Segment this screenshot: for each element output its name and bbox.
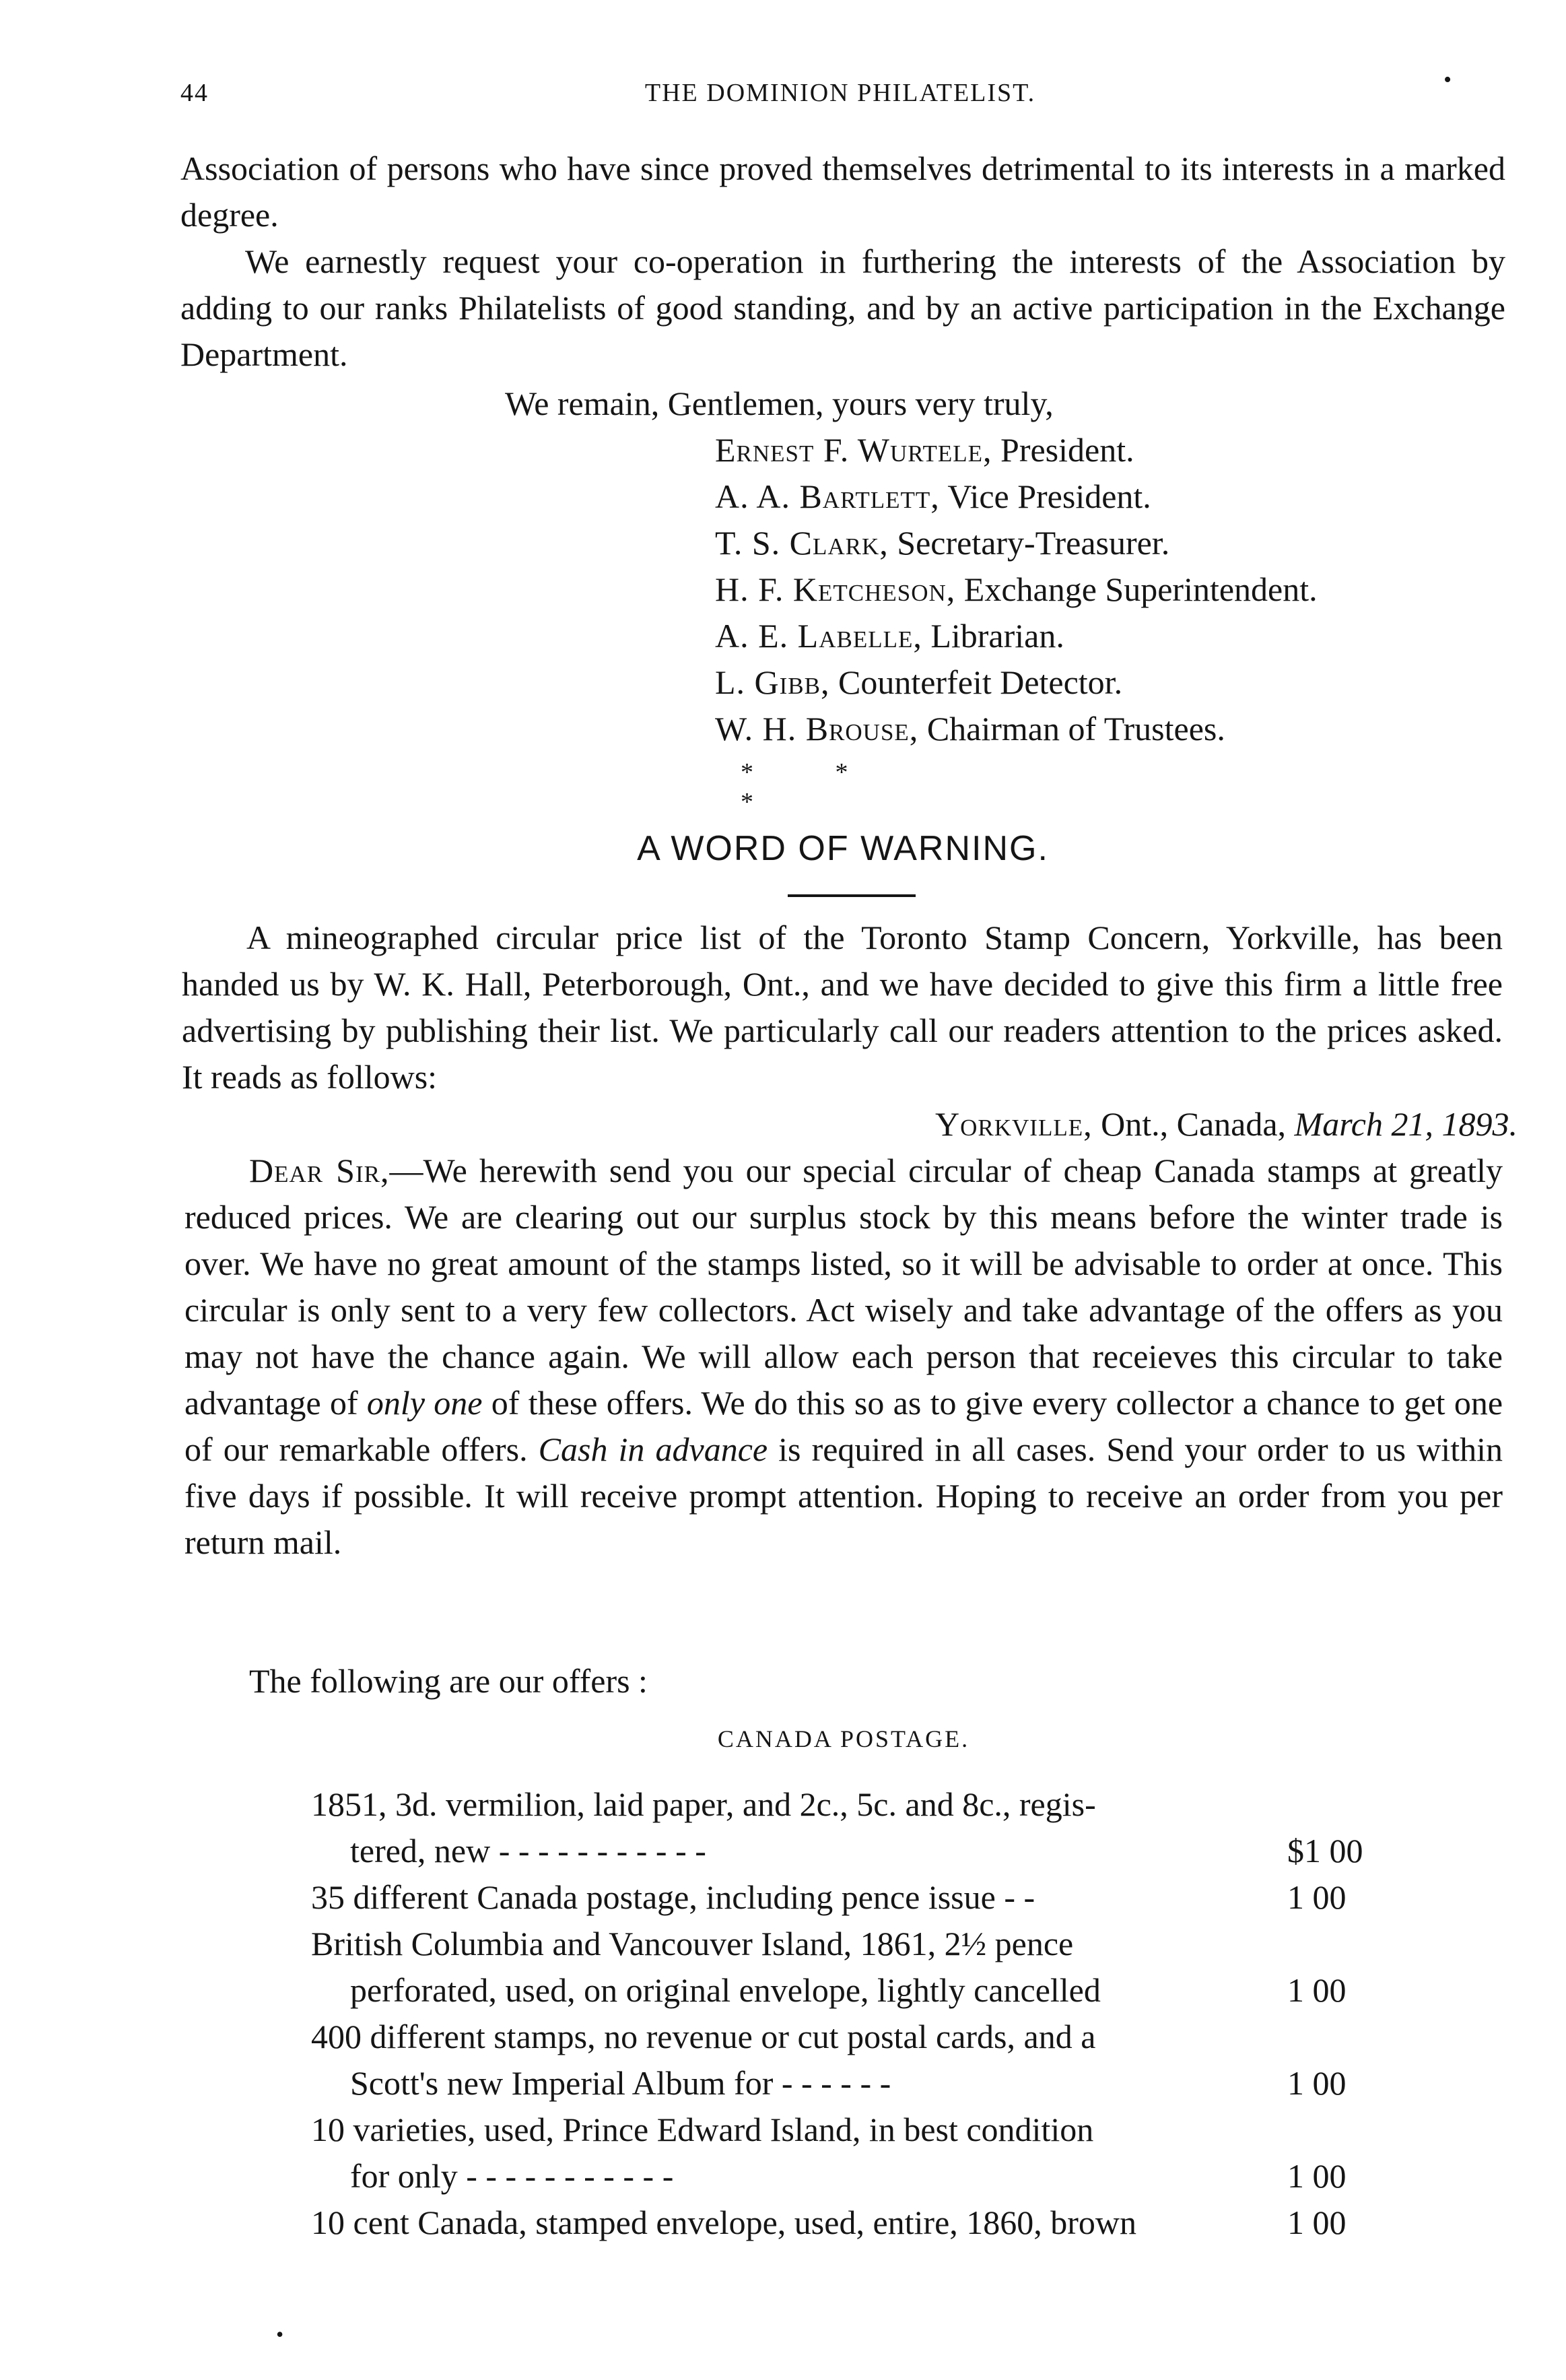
officer-role: Librarian. [930,617,1064,655]
offers-intro: The following are our offers : [249,1662,648,1700]
dateline-rest: Ont., Canada, [1092,1105,1295,1143]
offer-item [311,1874,1483,1921]
officer-role: Chairman of Trustees. [926,710,1225,748]
offer-description [311,2107,1274,2200]
title-rule [788,894,916,897]
officer-entry [715,706,1523,752]
letter-emphasis: only one [366,1384,483,1422]
offer-line: 1851, 3d. vermilion, laid paper, and 2c., 5c. and 8c., regis- [311,1785,1096,1823]
officer-entry [715,427,1523,473]
officer-entry [715,613,1523,659]
offer-line-continued: tered, new - - - - - - - - - - - [350,1832,706,1870]
journal-title: THE DOMINION PHILATELIST. [644,79,1036,107]
dateline [935,1101,1518,1148]
offer-price: 1 00 [1287,2157,1347,2195]
letter-body [184,1148,1503,1566]
letter-emphasis: Cash in advance [538,1430,768,1468]
officer-entry [715,566,1523,613]
letter-text: is required in all cases. Send your order to us within five days if possible. It will receive prompt attention. Hoping to receive an order from you per return mail. [184,1430,1503,1561]
officer-name: W. H. Brouse, [715,710,919,748]
section-separator: * * * [741,758,886,816]
officer-entry [715,473,1523,520]
offer-price: 1 00 [1287,1971,1347,2009]
officer-name: H. F. Ketcheson, [715,570,956,608]
offer-price: 1 00 [1287,2204,1347,2241]
offer-line-continued: perforated, used, on original envelope, lightly cancelled [350,1971,1101,2009]
officer-list [715,427,1523,752]
officer-role: Exchange Superintendent. [963,570,1318,608]
offer-line: British Columbia and Vancouver Island, 1861, 2½ pence [311,1925,1074,1962]
officer-role: President. [1000,431,1134,469]
running-head [180,67,1500,121]
offer-price: 1 00 [1287,1878,1347,1916]
letter-text: —We herewith send you our special circular of cheap Canada stamps at greatly reduced prices. We are clearing out our surplus stock by this means before the winter trade is over. We have no great amount of the stamps listed, so it will be advisable to order at once. This circular is only sent to a very few collectors. Act wisely and take advantage of the offers as you may not have the chance again. We will allow each person that receieves this circular to take advantage of [184,1152,1503,1422]
offer-line: 400 different stamps, no revenue or cut postal cards, and a [311,2018,1096,2055]
dateline-date: March 21, 1893. [1294,1105,1518,1143]
offer-item [311,2200,1483,2246]
officer-entry [715,520,1523,566]
offer-description [311,2014,1274,2107]
offer-item [311,1921,1483,2014]
officer-name: A. A. Bartlett, [715,477,940,515]
offer-line-continued: for only - - - - - - - - - - - [350,2157,674,2195]
officer-role: Vice President. [947,477,1151,515]
offer-description [311,1781,1274,1874]
offer-description [311,1921,1274,2014]
officer-entry [715,659,1523,706]
offer-item [311,2014,1483,2107]
letter-text: of these offers. We do this so as to give every collector a chance to get one of our remarkable offers. [184,1384,1503,1468]
section-title: A WORD OF WARNING. [637,829,1049,868]
intro-paragraph-1: Association of persons who have since proved themselves detrimental to its interests in a marked degree. [180,150,1505,234]
offer-item [311,2107,1483,2200]
dateline-place: Yorkville, [935,1105,1093,1143]
officer-role: Counterfeit Detector. [838,663,1123,701]
offer-line: 35 different Canada postage, including pence issue - - [311,1878,1035,1916]
offers-heading: CANADA POSTAGE. [717,1725,970,1752]
offer-description [311,1874,1274,1921]
offer-description [311,2200,1274,2246]
officer-name: A. E. Labelle, [715,617,922,655]
intro-paragraph-2: We earnestly request your co-operation in furthering the interests of the Association by adding to our ranks Philatelists of good standing, and by an active participation in the Exchange Department. [180,242,1505,373]
offer-line: 10 varieties, used, Prince Edward Island, in best condition [311,2111,1094,2148]
letter-closing: We remain, Gentlemen, yours very truly, [505,385,1054,422]
officer-name: Ernest F. Wurtele, [715,431,992,469]
letter-salutation: Dear Sir, [249,1152,390,1189]
stray-mark: • [276,2322,284,2346]
officer-name: T. S. Clark, [715,524,889,562]
offer-price: 1 00 [1287,2064,1347,2102]
warning-paragraph: A mineographed circular price list of the Toronto Stamp Concern, Yorkville, has been handed us by W. K. Hall, Peterborough, Ont., and we have decided to give this firm a little free advertising by publishing their list. We particularly call our readers attention to the prices asked. It reads as follows: [182,919,1503,1096]
offer-price: $1 00 [1287,1832,1363,1870]
officer-name: L. Gibb, [715,663,830,701]
offer-line-continued: Scott's new Imperial Album for - - - - - - [350,2064,891,2102]
page-number: 44 [180,79,209,107]
stray-mark: • [1443,67,1453,92]
intro-section [180,145,1505,378]
offer-list [311,1781,1483,2246]
officer-role: Secretary-Treasurer. [897,524,1170,562]
offer-line: 10 cent Canada, stamped envelope, used, entire, 1860, brown [311,2204,1137,2241]
offer-item [311,1781,1483,1874]
